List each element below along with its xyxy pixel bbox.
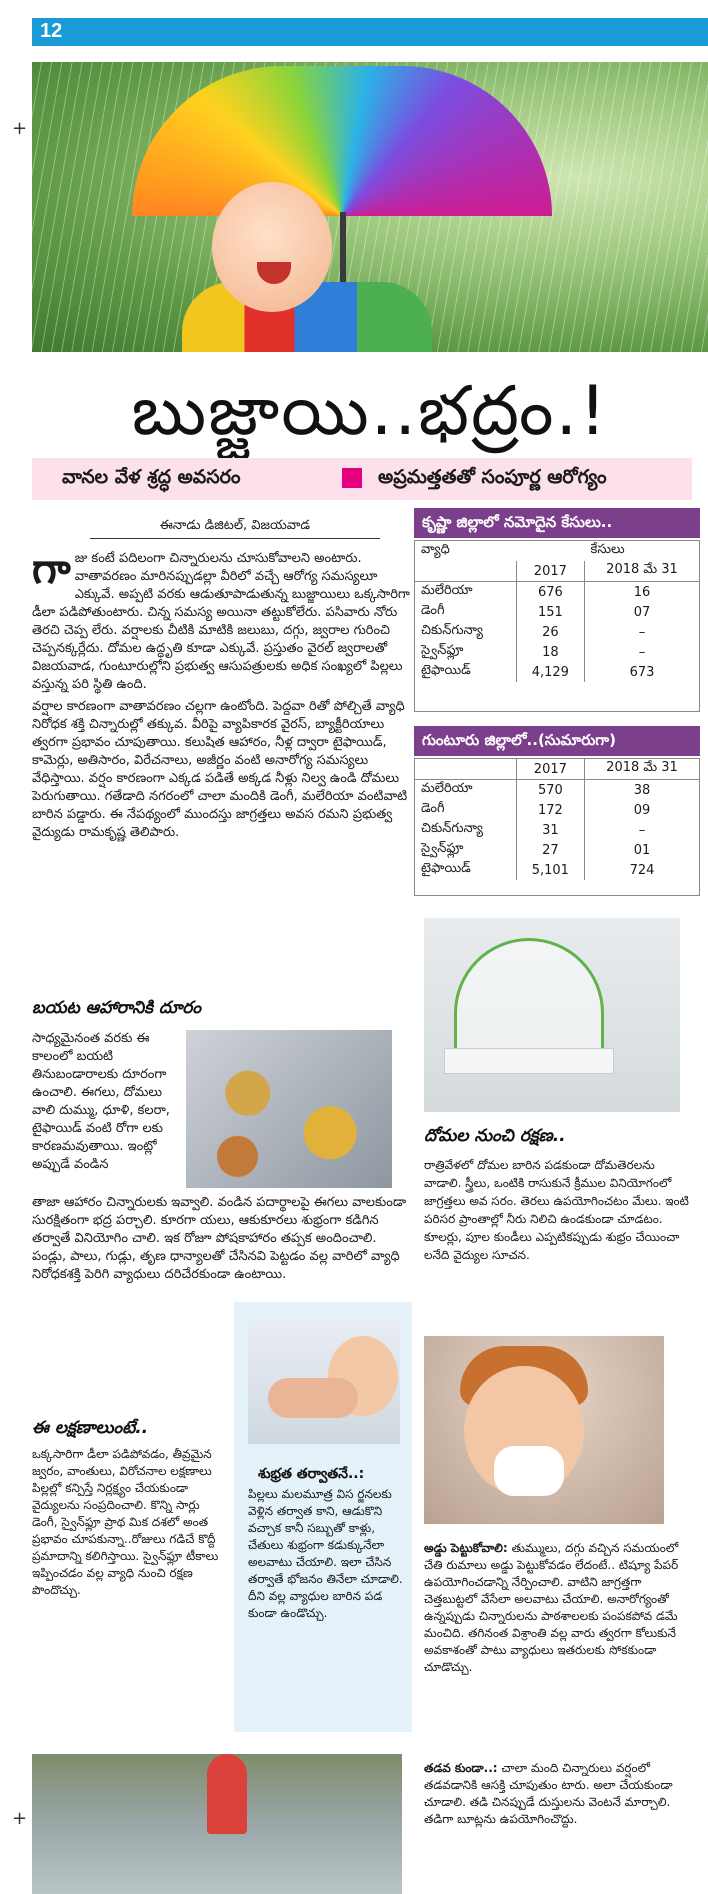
- table-row: స్వైన్‌ఫ్లూ 18 –: [415, 642, 699, 662]
- headline-block: [32, 352, 708, 472]
- wet-text: చాలా మంది చిన్నారులు వర్షంలో తడవడానికి ఆసక్తి చూపుతుం టారు. అలా చేయకుండా చూడాలి. తడి చినప్పుడే దుస్తులను వెంటనే మార్చాలి. తడిగా బూట్లను ఉపయోగించొద్దు.: [424, 1761, 673, 1826]
- section-head-symptoms: ఈ లక్షణాలుంటే..: [32, 1418, 149, 1438]
- table-row: డెంగీ 172 09: [415, 800, 699, 820]
- col-year2-header: 2018 మే 31: [585, 759, 700, 780]
- col-year2-header: 2018 మే 31: [585, 561, 700, 582]
- food-text-wide: తాజా ఆహారం చిన్నారులకు ఇవ్వాలి. వండిన పదార్థాలపై ఈగలు వాలకుండా సురక్షితంగా భద్ర పర్చాలి. కూరగా యలు, ఆకుకూరలు శుభ్రంగా కడిగిన తర్వాతే వినియోగిం చాలి. ఇక రోజూ పోషకాహారం తప్పక అందించాలి. పండ్లు, పాలు, గుడ్లు, తృణ ధాన్యాలతో చేసినవి పెట్టడం వల్ల వారిలో వ్యాధి నిరోధకశక్తి పెరిగి వ్యాధులు దరిచేరకుండా ఉంటాయి.: [32, 1195, 407, 1282]
- dropcap: గా: [32, 544, 71, 593]
- paragraph-1: జు కంటే పదిలంగా చిన్నారులను చూసుకోవాలని అంటారు. వాతావరణం మారినప్పుడల్లా వీరిలో వచ్చే ఆరోగ్య సమస్యలూ ఎక్కువే. అప్పటి వరకు ఆడుతూపాడుతున్న బుజ్జాయిలు ఒక్కసారిగా డీలా పడిపోతుంటారు. చిన్న సమస్య అయినా తట్టుకోలేరు. పసివారు నోరు తెరచి చెప్ప లేరు. వర్షాలకు చీటికి మాటికి జలుబు, దగ్గు, జ్వరాల గురించి చెప్పనక్కర్లేదు. దోమల ఉద్ధృతి కూడా ఎక్కువే. ప్రస్తుతం వైరల్ జ్వరాలతో విజయవాడ, గుంటూరుల్లోని ప్రభుత్వ ఆసుపత్రులకు అధిక సంఖ్యలో పిల్లలు వస్తున్న పరి స్థితి ఉంది.: [32, 551, 410, 692]
- subhead-right: అప్రమత్తతతో సంపూర్ణ ఆరోగ్యం: [378, 466, 607, 488]
- krishna-table: [414, 540, 700, 712]
- table-row: చికున్‌గున్యా 31 –: [415, 820, 699, 840]
- krishna-table-title: కృష్ణా జిల్లాలో నమోదైన కేసులు..: [414, 508, 700, 538]
- section-head-wet: తడవ కుండా..:: [424, 1761, 498, 1775]
- table-row: డెంగీ 151 07: [415, 602, 699, 622]
- headline: బుజ్జాయి..భద్రం.!: [131, 372, 609, 451]
- table-row: మలేరియా 676 16: [415, 582, 699, 603]
- child-face: [212, 182, 332, 312]
- flood-image: [32, 1754, 402, 1894]
- table-row: మలేరియా 570 38: [415, 780, 699, 801]
- sneezing-child-image: [424, 1336, 664, 1524]
- tissue-graphic: [494, 1446, 564, 1496]
- wet-block: [424, 1760, 694, 1888]
- article-intro: [32, 544, 412, 988]
- section-head-mosquito: దోమల నుంచి రక్షణ..: [424, 1126, 566, 1146]
- sneeze-block: [424, 1540, 694, 1750]
- table-row: టైఫాయిడ్ 4,129 673: [415, 662, 699, 682]
- mosquito-text: రాత్రివేళలో దోమల బారిన పడకుండా దోమతెరలను వాడాలి. స్త్రీలు, ఒంటికి రాసుకునే క్రీముల వినియోగంలో జాగ్రత్తలు అవ సరం. తెరలు ఉపయోగించటం మేలు. ఇంటి పరిసర ప్రాంతాల్లో నీరు నిలిచి ఉండకుండా చూడటం. కూలర్లు, పూల కుండీలు ఎప్పటికప్పుడు శుభ్రం చేయించా లనేది వైద్యుల సూచన.: [424, 1158, 689, 1262]
- symptoms-text: ఒక్కసారిగా డీలా పడిపోవడం, తీవ్రమైన జ్వరం, వాంతులు, విరోచనాల లక్షణాలు పిల్లల్లో కన్పిస్తే నిర్లక్ష్యం చేయకుండా వైద్యులను సంప్రదించాలి. కొన్ని సార్లు డెంగీ, స్వైన్‌ఫ్లూ ప్రాథ మిక దశలో అంత ప్రభావం చూపకున్నా..రోజులు గడిచే కొద్దీ ప్రమాదాన్ని కలిగిస్తాయి. స్వైన్‌ఫ్లూ టీకాలు ఇప్పించడం వల్ల వ్యాధి నుంచి రక్షణ పొందొచ్చు.: [32, 1447, 219, 1597]
- col-cases-header: కేసులు: [590, 542, 625, 557]
- sneeze-text: తుమ్ములు, దగ్గు వచ్చిన సమయంలో చేతి రుమాలు అడ్డు పెట్టుకోవడం లేదంటే.. టిష్యూ పేపర్ ఉపయోగించడాన్ని నేర్పించాలి. వాటిని జాగ్రత్తగా చెత్తబుట్టలో వేసేలా అలవాటు చేయాలి. అనారోగ్యంతో ఉన్నప్పుడు చిన్నారులను పాఠశాలలకు పంపకపోవ డమే మంచిది. తగినంత విశ్రాంతి వల్ల వారు త్వరగా కోలుకునే అవకాశంతో పాటు వ్యాధులు ఇతరులకు సోకకుండా చూడొచ్చు.: [424, 1541, 679, 1674]
- subhead-strip: [32, 458, 692, 500]
- food-text-cont: [32, 1268, 228, 1408]
- hygiene-text: పిల్లలు మలమూత్ర విస ర్జనలకు వెళ్లిన తర్వాత కాని, ఆడుకొని వచ్చాక కానీ సబ్బుతో కాళ్లు, చేతులు శుభ్రంగా కడుక్కునేలా అలవాటు చేయాలి. ఇలా చేసిన తర్వాతే భోజనం తినేలా చూడాలి. దీని వల్ల వ్యాధుల బారిన పడ కుండా ఉండొచ్చు.: [248, 1487, 403, 1620]
- food-image: [186, 1030, 392, 1188]
- page-header-bar: [32, 18, 708, 46]
- section-head-hygiene: శుభ్రత తర్వాతనే..:: [258, 1466, 365, 1482]
- col-disease-header: వ్యాధి: [421, 542, 450, 557]
- guntur-table-title: గుంటూరు జిల్లాలో..(సుమారుగా): [414, 726, 700, 756]
- handwash-image: [248, 1318, 400, 1444]
- table-row: స్వైన్‌ఫ్లూ 27 01: [415, 840, 699, 860]
- mosquito-net-image: [424, 918, 680, 1112]
- crop-mark: +: [12, 118, 28, 139]
- hero-image: [32, 62, 708, 352]
- separator-square-icon: [342, 468, 362, 488]
- byline: ఈనాడు డిజిటల్, విజయవాడ: [90, 518, 380, 539]
- section-head-food: బయట ఆహారానికి దూరం: [32, 998, 201, 1018]
- food-text-narrow: సాధ్యమైనంత వరకు ఈ కాలంలో బయటి తినుబండారాలకు దూరంగా ఉంచాలి. ఈగలు, దోమలు వాలి దుమ్ము, ధూళి, కలరా, టైఫాయిడ్ వంటి రోగా లకు కారణమవుతాయి. ఇంట్లో అప్పుడే వండిన: [32, 1031, 170, 1172]
- paragraph-2: వర్షాల కారణంగా వాతావరణం చల్లగా ఉంటోంది. పెద్దవా రితో పోల్చితే వ్యాధి నిరోధక శక్తి చిన్నారుల్లో తక్కువ. వీరిపై వ్యాపికారక వైరస్, బ్యాక్టీరియాలు త్వరగా ప్రభావం చూపుతాయి. కలుషిత ఆహారం, నీళ్ల ద్వారా టైఫాయిడ్, కామెర్లు, అతిసారం, విరేచనాలు, అజీర్ణం వంటి అనారోగ్య సమస్యలు వేధిస్తాయి. వర్షం కారణంగా ఎక్కడ పడితే అక్కడ నీళ్లు నిల్వ ఉండి దోమలు పెరుగుతాయి. గతేడాది నగరంలో చాలా మందికి డెంగీ, మలేరియా వంటివాటి బారిన పడ్డారు. ఈ నేపథ్యంలో ముందస్తు జాగ్రత్తలు అవస రమని ప్రభుత్వ వైద్యుడు రామకృష్ణ తెలిపారు.: [32, 699, 408, 840]
- col-year1-header: 2017: [516, 759, 584, 780]
- table-row: చికున్‌గున్యా 26 –: [415, 622, 699, 642]
- subhead-left: వానల వేళ శ్రద్ధ అవసరం: [62, 466, 241, 488]
- guntur-table: [414, 758, 700, 896]
- crop-mark: +: [12, 1808, 28, 1829]
- section-head-sneeze: అడ్డు పెట్టుకోవాలి:: [424, 1541, 508, 1555]
- col-year1-header: 2017: [516, 561, 584, 582]
- page-number: 12: [40, 20, 63, 42]
- table-row: టైఫాయిడ్ 5,101 724: [415, 860, 699, 880]
